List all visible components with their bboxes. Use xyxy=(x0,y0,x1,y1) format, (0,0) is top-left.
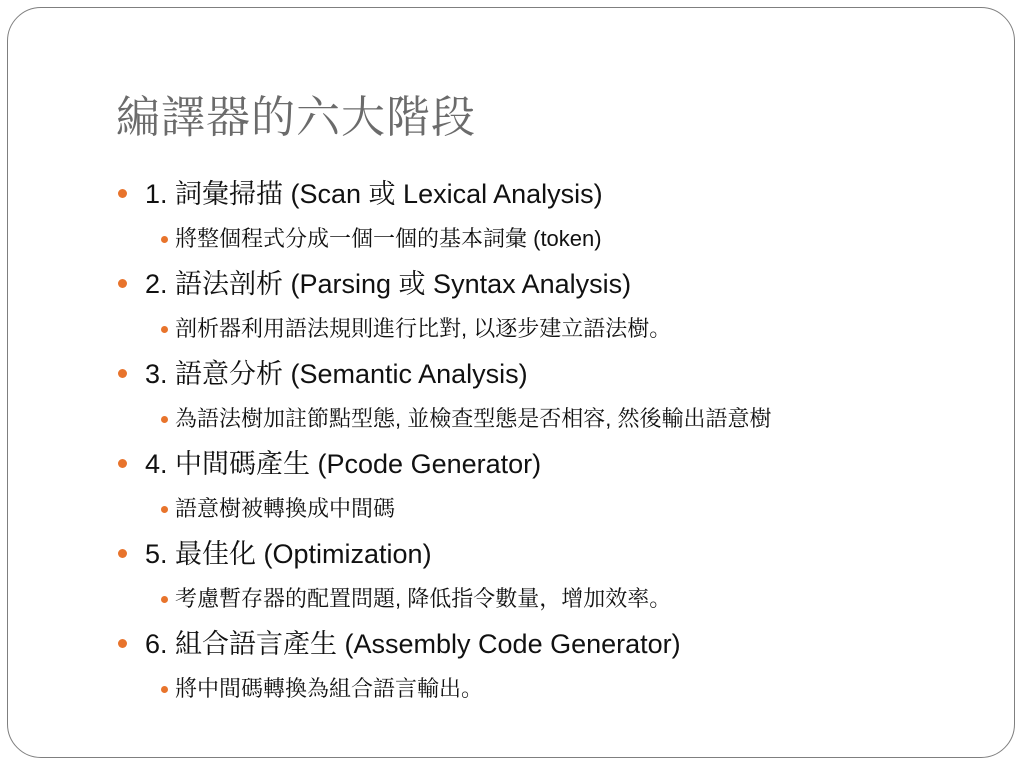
sub-bullet-icon xyxy=(161,236,168,243)
item-text: 5. 最佳化 (Optimization) xyxy=(145,539,432,569)
sub-item-text: 為語法樹加註節點型態, 並檢查型態是否相容, 然後輸出語意樹 xyxy=(175,406,772,431)
sub-item xyxy=(118,576,998,622)
sub-item-text: 剖析器利用語法規則進行比對, 以逐步建立語法樹。 xyxy=(175,316,672,341)
slide-title: 編譯器的六大階段 xyxy=(116,92,476,143)
sub-bullet-icon xyxy=(161,596,168,603)
sub-bullet-icon xyxy=(161,326,168,333)
sub-item xyxy=(118,486,998,532)
bullet-icon xyxy=(118,459,127,468)
item-text: 2. 語法剖析 (Parsing 或 Syntax Analysis) xyxy=(145,269,632,299)
sub-item-text: 將中間碼轉換為組合語言輸出。 xyxy=(175,676,484,701)
bullet-icon xyxy=(118,279,127,288)
list-item xyxy=(118,532,998,576)
sub-item xyxy=(118,306,998,352)
item-text: 4. 中間碼產生 (Pcode Generator) xyxy=(145,449,542,479)
sub-item-text: 考慮暫存器的配置問題, 降低指令數量，增加效率。 xyxy=(175,586,672,611)
item-text: 1. 詞彙掃描 (Scan 或 Lexical Analysis) xyxy=(145,179,603,209)
item-text: 6. 組合語言產生 (Assembly Code Generator) xyxy=(145,629,681,659)
bullet-icon xyxy=(118,189,127,198)
sub-bullet-icon xyxy=(161,416,168,423)
slide xyxy=(7,7,1015,758)
sub-item-text: 將整個程式分成一個一個的基本詞彙 (token) xyxy=(175,226,602,251)
list-item xyxy=(118,352,998,396)
list-item xyxy=(118,262,998,306)
list-item xyxy=(118,622,998,666)
bullet-icon xyxy=(118,369,127,378)
list-item xyxy=(118,442,998,486)
sub-item-text: 語意樹被轉換成中間碼 xyxy=(175,496,396,521)
sub-bullet-icon xyxy=(161,506,168,513)
sub-bullet-icon xyxy=(161,686,168,693)
list-item xyxy=(118,172,998,216)
item-text: 3. 語意分析 (Semantic Analysis) xyxy=(145,359,528,389)
sub-item xyxy=(118,666,998,712)
bullet-list xyxy=(118,172,998,712)
sub-item xyxy=(118,396,998,442)
bullet-icon xyxy=(118,549,127,558)
sub-item xyxy=(118,216,998,262)
bullet-icon xyxy=(118,639,127,648)
